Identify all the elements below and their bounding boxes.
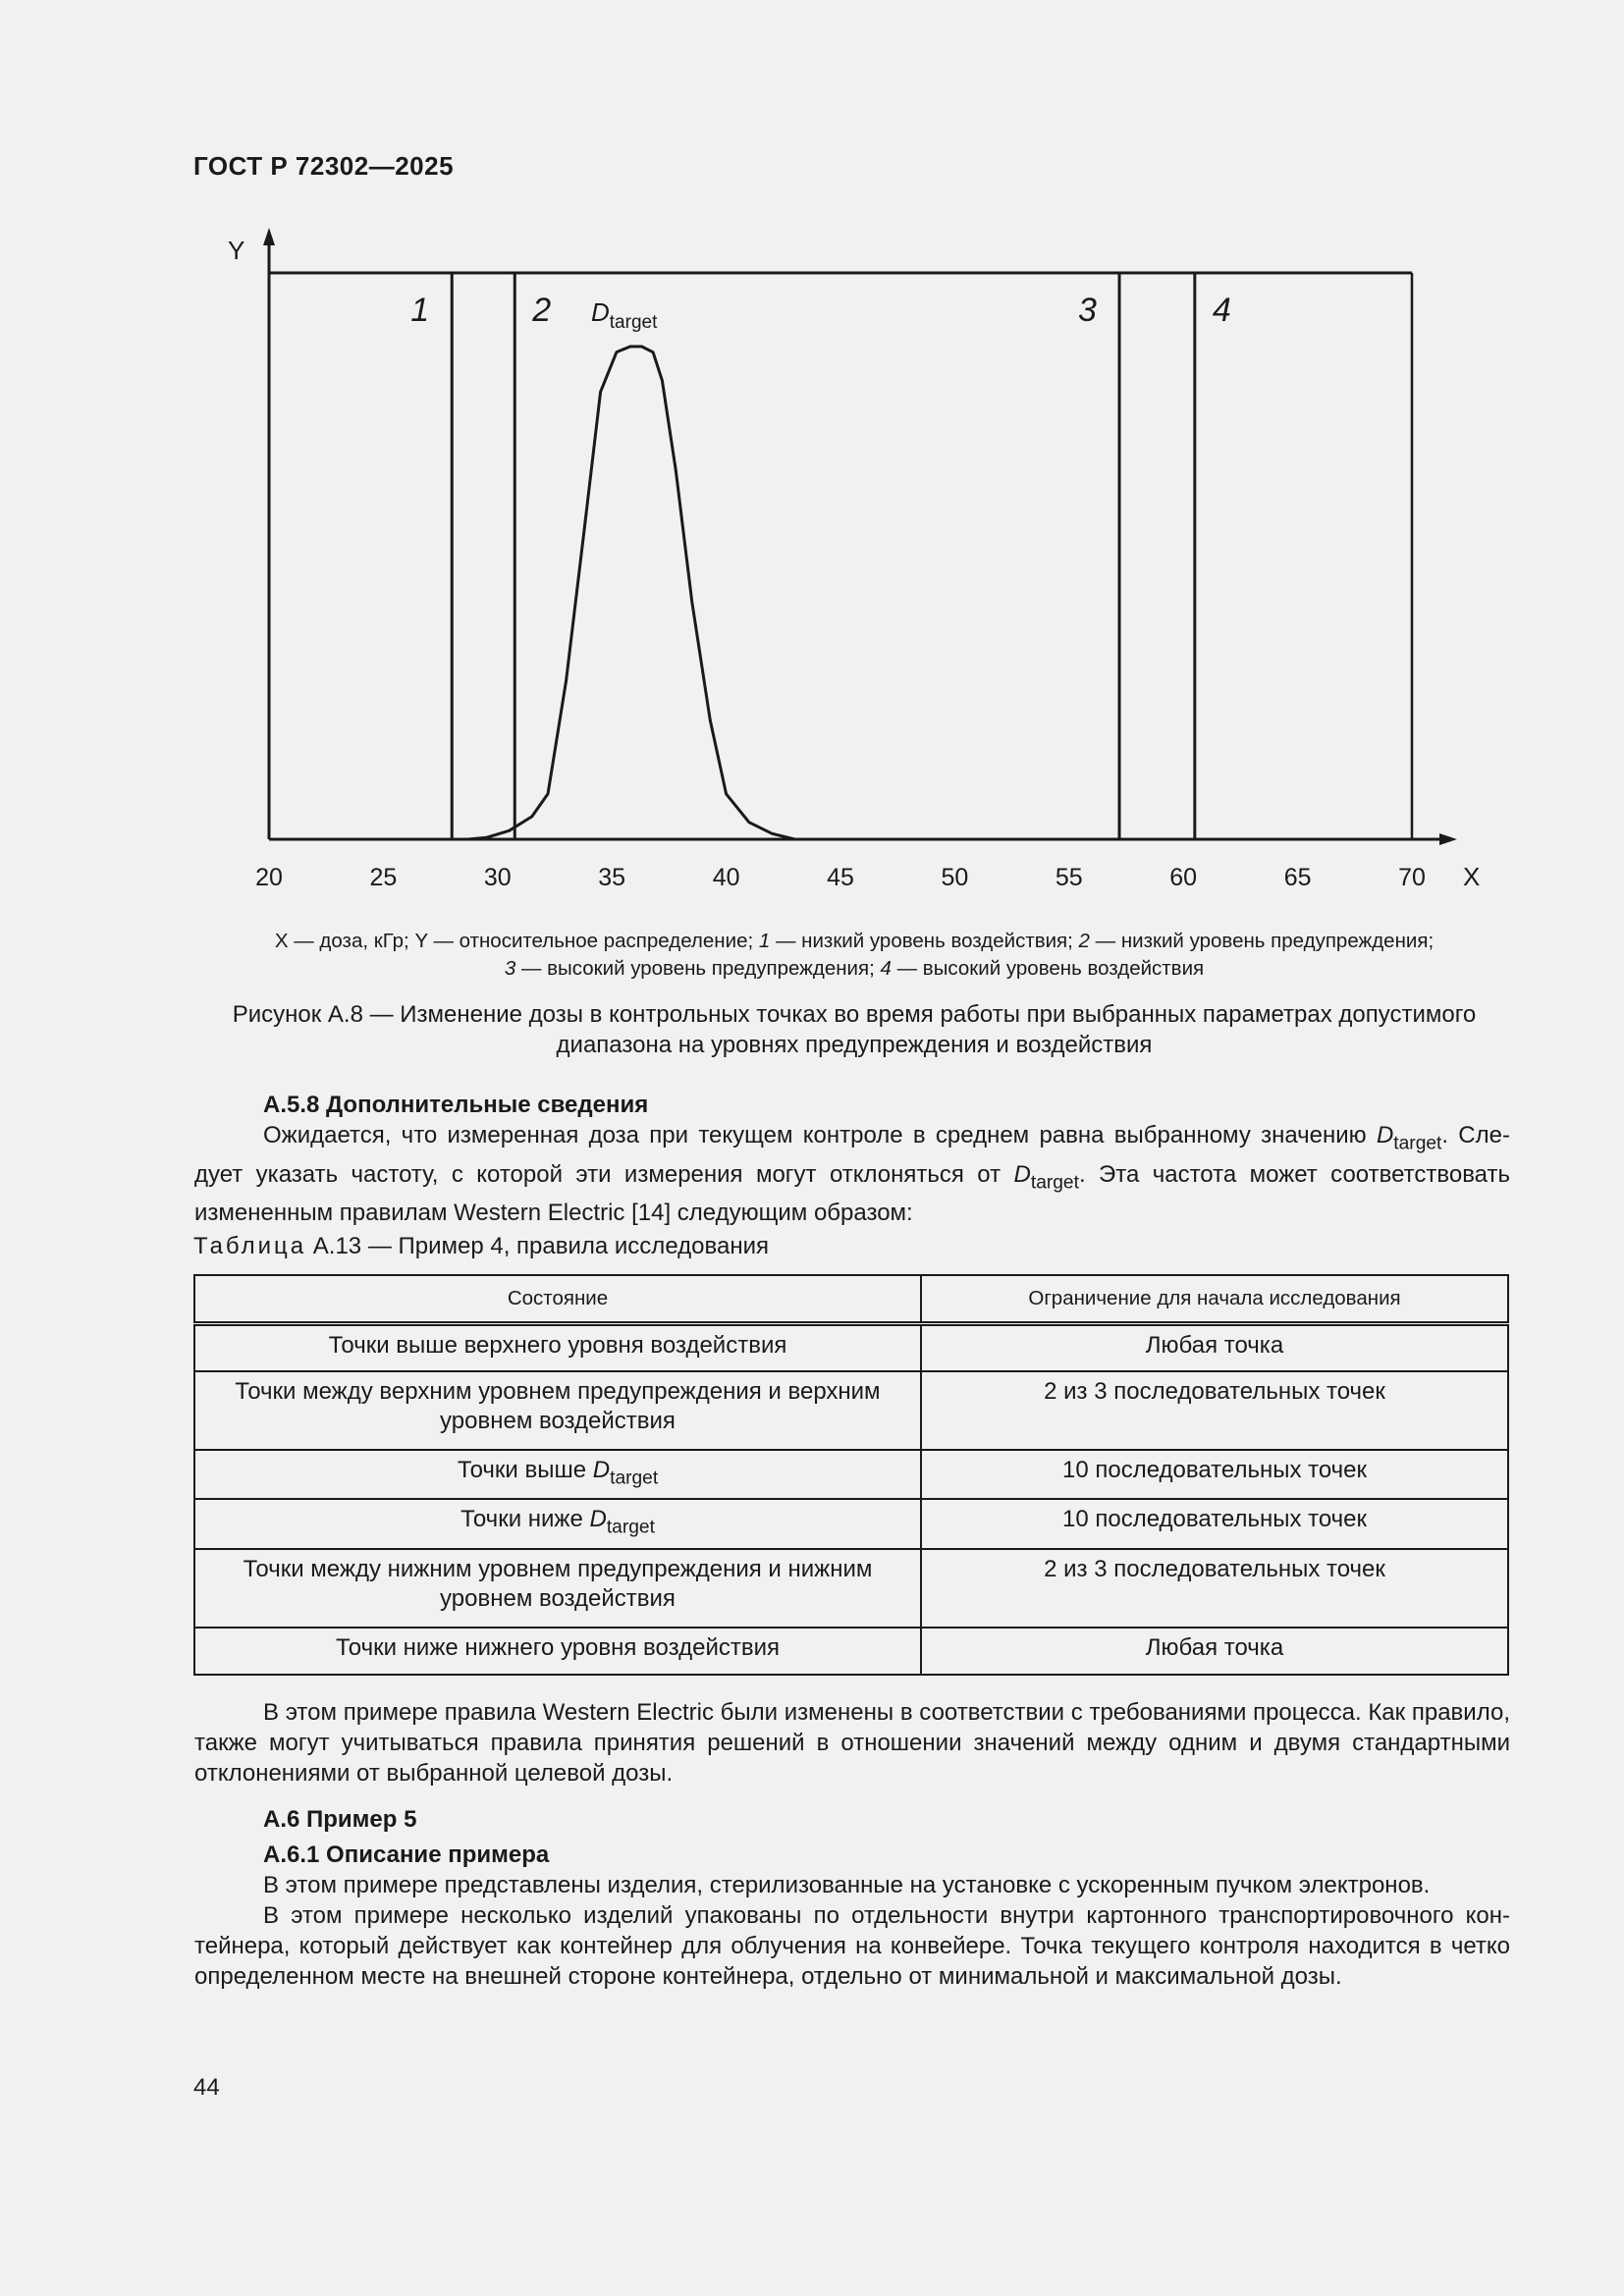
dose-curve-line	[468, 347, 795, 839]
limit-label-1: 1	[410, 292, 430, 329]
condition-cell: Точки выше верхнего уровня воздействия	[194, 1324, 921, 1371]
x-tick-70: 70	[1398, 864, 1426, 891]
paragraph-after-table: В этом примере правила Western Electric были изменены в соответствии с требованиями процесса. Как правило, также могут учитываться правила принятия решений в отношении значений между одним и двумя стандартными отклонениями от выбранной целевой дозы.	[194, 1699, 1510, 1787]
paragraph-cont: дует указать частоту, с которой эти измерения могут отклоняться от $D_{target}$. Эта частота может соответствовать	[194, 1160, 1510, 1194]
rules-table	[193, 1274, 1509, 1676]
x-tick-50: 50	[941, 864, 969, 891]
figure-caption: Рисунок А.8 — Изменение дозы в контрольных точках во время работы при выбранных параметрах допустимого диапазона на уровнях предупреждения и воздействия	[232, 1001, 1477, 1058]
limit-label-2: 2	[532, 292, 552, 329]
dose-curve	[468, 347, 795, 839]
table-row	[194, 1371, 1508, 1450]
section-a58	[194, 1090, 1510, 1228]
condition-cell: Точки ниже нижнего уровня воздействия	[194, 1628, 921, 1675]
dose-distribution-chart	[0, 0, 1624, 923]
table-row	[194, 1324, 1508, 1371]
section-heading: А.5.8 Дополнительные сведения	[263, 1092, 649, 1118]
limit-cell: 2 из 3 последовательных точек	[921, 1549, 1508, 1628]
paragraph: В этом примере несколько изделий упакованы по отдельности внутри картонного транспортировочного контейнера, который действует как контейнер для облучения на конвейере. Точка текущего контроля находится в четко определенном месте на внешней стороне контейнера, отдельно от минимальной и максимальной дозы.	[194, 1902, 1510, 1990]
section-heading: А.6 Пример 5	[263, 1806, 417, 1833]
chart-labels	[228, 236, 1480, 891]
table-row	[194, 1549, 1508, 1628]
paragraph: В этом примере представлены изделия, стерилизованные на установке с ускоренным пучком электронов.	[263, 1872, 1431, 1898]
peak-label: $D_{target}$	[591, 297, 658, 333]
paragraph-end: измененным правилам Western Electric [14] следующим образом:	[194, 1200, 913, 1227]
x-tick-40: 40	[712, 864, 740, 891]
x-tick-65: 65	[1283, 864, 1312, 891]
limit-cell: Любая точка	[921, 1628, 1508, 1675]
x-tick-35: 35	[598, 864, 626, 891]
table-row	[194, 1450, 1508, 1500]
limit-cell: Любая точка	[921, 1324, 1508, 1371]
column-header-limit: Ограничение для начала исследования	[921, 1275, 1508, 1324]
y-axis-label: Y	[228, 236, 245, 265]
table-row	[194, 1628, 1508, 1675]
legend-line-2: 3 — высокий уровень предупреждения; 4 — высокий уровень воздействия	[504, 957, 1205, 980]
limit-lines	[452, 273, 1195, 839]
limit-label-4: 4	[1212, 292, 1231, 329]
page-number: 44	[193, 2074, 220, 2101]
table-header-row	[194, 1275, 1508, 1324]
limit-cell: 10 последовательных точек	[921, 1450, 1508, 1500]
paragraph: Ожидается, что измеренная доза при текущем контроле в среднем равна выбранному значению $D_{target}$. Сле-	[263, 1122, 1510, 1154]
y-axis-arrow	[263, 228, 275, 245]
x-axis-label: X	[1463, 862, 1481, 891]
table-title: Таблица А.13 — Пример 4, правила исследования	[193, 1233, 769, 1259]
x-tick-25: 25	[369, 864, 398, 891]
condition-cell: Точки выше $D_{target}$	[194, 1450, 921, 1500]
limit-cell: 10 последовательных точек	[921, 1499, 1508, 1549]
x-tick-labels	[255, 864, 1426, 891]
x-tick-55: 55	[1055, 864, 1083, 891]
x-tick-60: 60	[1169, 864, 1198, 891]
condition-cell: Точки ниже $D_{target}$	[194, 1499, 921, 1549]
limit-label-3: 3	[1078, 292, 1097, 329]
subsection-heading: А.6.1 Описание примера	[263, 1842, 550, 1868]
table-row	[194, 1499, 1508, 1549]
x-tick-30: 30	[483, 864, 512, 891]
x-tick-45: 45	[827, 864, 854, 891]
section-a6	[194, 1804, 1510, 1992]
document-header: ГОСТ Р 72302—2025	[193, 151, 455, 181]
legend-line-1: X — доза, кГр; Y — относительное распределение; 1 — низкий уровень воздействия; 2 — низкий уровень предупреждения;	[274, 930, 1435, 952]
condition-cell: Точки между нижним уровнем предупреждения и нижним уровнем воздействия	[194, 1549, 921, 1628]
figure-legend	[196, 928, 1512, 983]
limit-cell: 2 из 3 последовательных точек	[921, 1371, 1508, 1450]
column-header-condition: Состояние	[194, 1275, 921, 1324]
x-axis-arrow	[1439, 833, 1457, 845]
chart-axes	[263, 228, 1457, 845]
condition-cell: Точки между верхним уровнем предупреждения и верхним уровнем воздействия	[194, 1371, 921, 1450]
x-tick-20: 20	[255, 864, 283, 891]
chart-frame	[269, 273, 1412, 839]
